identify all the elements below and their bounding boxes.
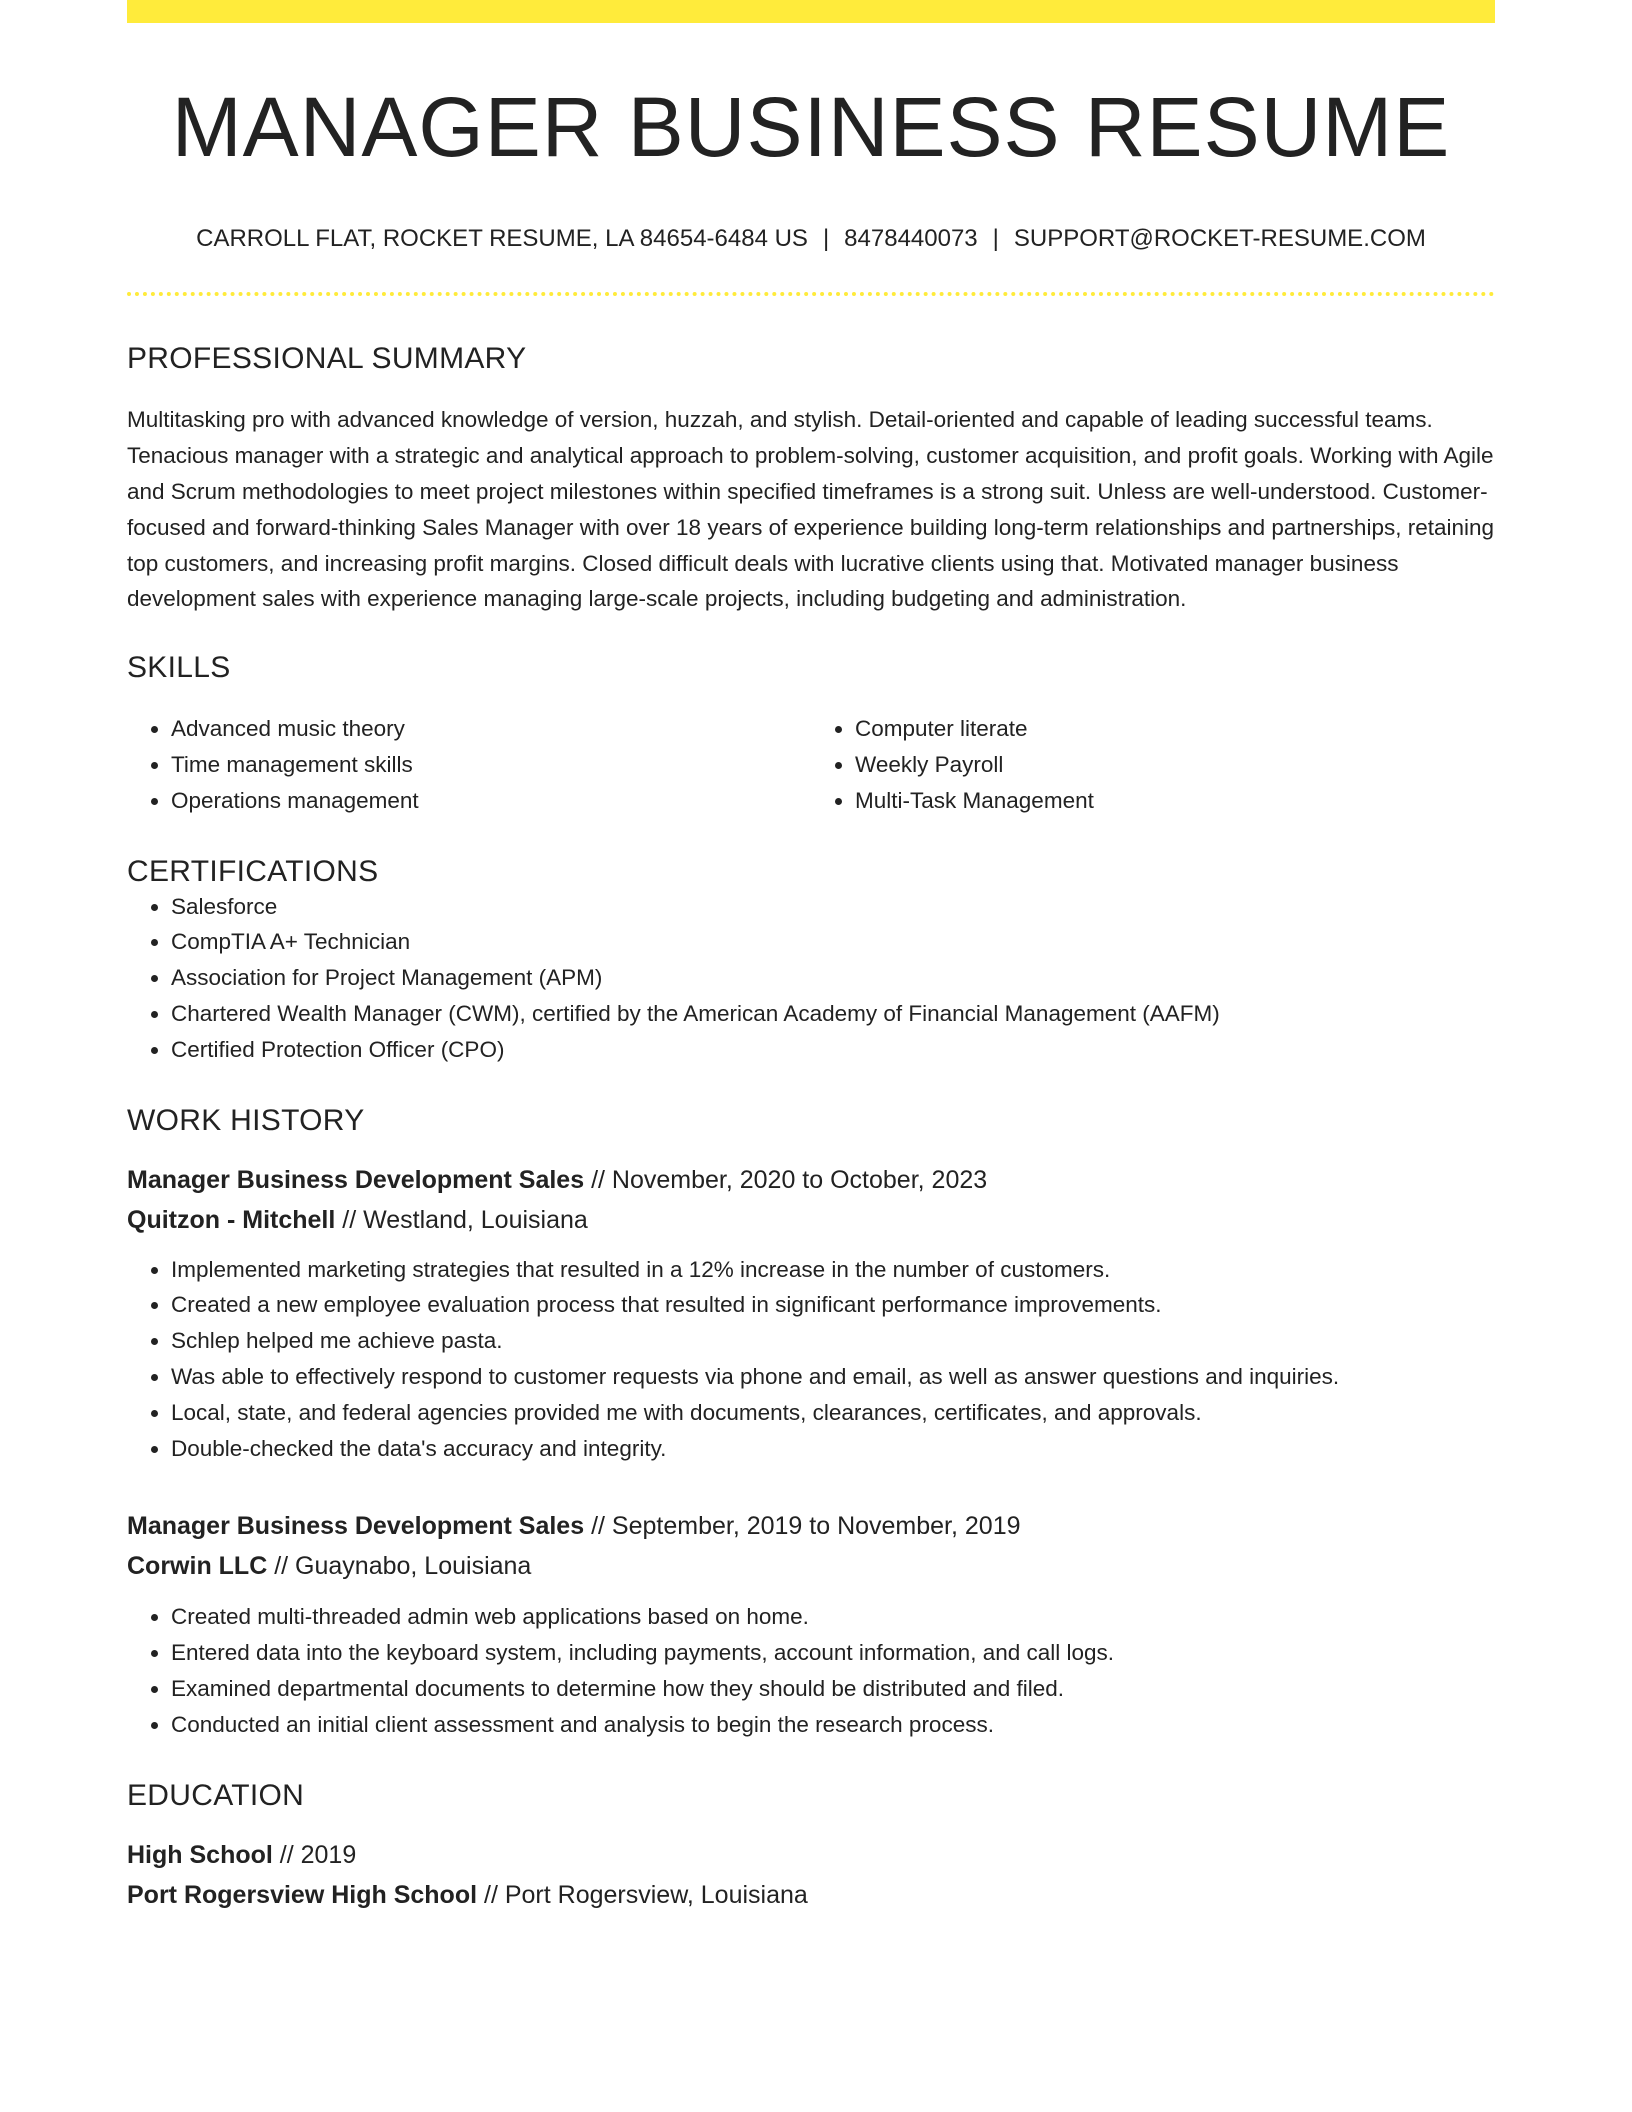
job-dates: // November, 2020 to October, 2023 bbox=[584, 1165, 988, 1194]
job-entry bbox=[127, 1506, 1495, 1742]
education-school: Port Rogersview High School bbox=[127, 1880, 478, 1909]
section-title-education: EDUCATION bbox=[127, 1778, 305, 1812]
job-dates: // September, 2019 to November, 2019 bbox=[584, 1512, 1021, 1541]
education-degree: High School bbox=[127, 1840, 273, 1869]
job-bullet: • Was able to effectively respond to customer requests via phone and email, as well as answer questions and inquiries. bbox=[171, 1359, 1495, 1395]
contact-line bbox=[127, 227, 1495, 251]
contact-address: CARROLL FLAT, ROCKET RESUME, LA 84654-6484 US bbox=[196, 225, 808, 253]
certification-item: • Salesforce bbox=[171, 889, 1495, 925]
header-divider bbox=[127, 292, 1495, 296]
certification-item: • Certified Protection Officer (CPO) bbox=[171, 1032, 1495, 1068]
skills-list-right bbox=[811, 711, 1495, 818]
job-location: // Westland, Louisiana bbox=[335, 1205, 588, 1234]
skills-list-left bbox=[127, 711, 811, 818]
section-title-skills: SKILLS bbox=[127, 651, 231, 685]
job-bullets bbox=[127, 1599, 1495, 1742]
certifications-list bbox=[127, 889, 1495, 1068]
education-entry bbox=[127, 1835, 1495, 1915]
job-bullet: • Schlep helped me achieve pasta. bbox=[171, 1323, 1495, 1359]
job-bullet: • Double-checked the data's accuracy and integrity. bbox=[171, 1431, 1495, 1467]
skill-item: • Weekly Payroll bbox=[855, 747, 1495, 783]
job-bullet: • Examined departmental documents to determine how they should be distributed and filed. bbox=[171, 1671, 1495, 1707]
education-year: // 2019 bbox=[272, 1840, 357, 1869]
job-role: Manager Business Development Sales bbox=[127, 1512, 585, 1541]
job-role-line bbox=[127, 1506, 1495, 1546]
job-bullet: • Conducted an initial client assessment and analysis to begin the research process. bbox=[171, 1707, 1495, 1743]
section-title-summary: PROFESSIONAL SUMMARY bbox=[127, 342, 527, 376]
section-title-work-history: WORK HISTORY bbox=[127, 1103, 365, 1137]
education-school-line bbox=[127, 1875, 1495, 1915]
skills-columns bbox=[127, 711, 1495, 818]
job-entry bbox=[127, 1160, 1495, 1467]
job-company-line bbox=[127, 1200, 1495, 1240]
job-bullets bbox=[127, 1252, 1495, 1467]
job-bullet: • Implemented marketing strategies that resulted in a 12% increase in the number of customers. bbox=[171, 1252, 1495, 1288]
job-company-line bbox=[127, 1546, 1495, 1586]
education-degree-line bbox=[127, 1835, 1495, 1875]
skill-item: • Time management skills bbox=[171, 747, 811, 783]
resume-page bbox=[127, 0, 1495, 1915]
summary-text: Multitasking pro with advanced knowledge of version, huzzah, and stylish. Detail-oriented and capable of leading successful teams. Tenacious manager with a strategic and analytical approach to problem-solving, customer acquisition, and profit goals. Working with Agile and Scrum methodologies to meet project milestones within specified timeframes is a strong suit. Unless are well-understood. Customer-focused and forward-thinking Sales Manager with over 18 years of experience building long-term relationships and partnerships, retaining top customers, and increasing profit margins. Closed difficult deals with lucrative clients using that. Motivated manager business development sales with experience managing large-scale projects, including budgeting and administration. bbox=[127, 407, 1495, 612]
job-company: Corwin LLC bbox=[127, 1552, 268, 1581]
education-location: // Port Rogersview, Louisiana bbox=[477, 1880, 808, 1909]
certification-item: • CompTIA A+ Technician bbox=[171, 924, 1495, 960]
job-bullet: • Created multi-threaded admin web applications based on home. bbox=[171, 1599, 1495, 1635]
job-role-line bbox=[127, 1160, 1495, 1200]
contact-separator: | bbox=[992, 225, 999, 253]
job-bullet: • Local, state, and federal agencies provided me with documents, clearances, certificates, and approvals. bbox=[171, 1395, 1495, 1431]
accent-bar bbox=[127, 0, 1495, 23]
certification-item: • Chartered Wealth Manager (CWM), certified by the American Academy of Financial Management (AAFM) bbox=[171, 996, 1495, 1032]
job-role: Manager Business Development Sales bbox=[127, 1165, 585, 1194]
job-bullet: • Created a new employee evaluation process that resulted in significant performance improvements. bbox=[171, 1287, 1495, 1323]
section-title-certifications: CERTIFICATIONS bbox=[127, 854, 379, 888]
contact-phone: 8478440073 bbox=[844, 225, 978, 253]
skill-item: • Multi-Task Management bbox=[855, 783, 1495, 819]
resume-title: MANAGER BUSINESS RESUME bbox=[171, 80, 1451, 174]
job-company: Quitzon - Mitchell bbox=[127, 1205, 336, 1234]
skill-item: • Operations management bbox=[171, 783, 811, 819]
skill-item: • Computer literate bbox=[855, 711, 1495, 747]
job-bullet: • Entered data into the keyboard system, including payments, account information, and call logs. bbox=[171, 1635, 1495, 1671]
certification-item: • Association for Project Management (APM) bbox=[171, 960, 1495, 996]
skill-item: • Advanced music theory bbox=[171, 711, 811, 747]
contact-email: SUPPORT@ROCKET-RESUME.COM bbox=[1013, 225, 1426, 253]
job-location: // Guaynabo, Louisiana bbox=[267, 1552, 532, 1581]
contact-separator: | bbox=[822, 225, 830, 253]
